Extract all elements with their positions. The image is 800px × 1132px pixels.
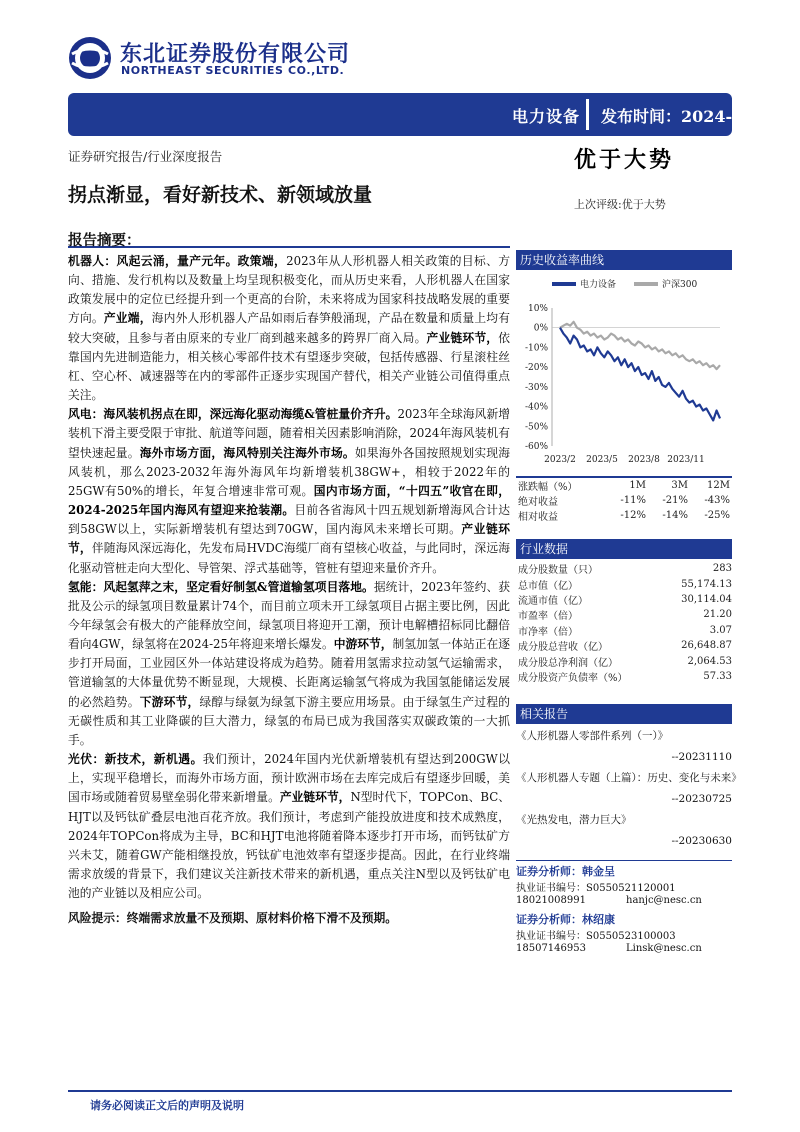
- stat-label: 市净率（倍）: [518, 626, 578, 638]
- stat-value: 283: [712, 563, 732, 575]
- x-tick-label: 2023/11: [667, 455, 705, 465]
- industry-data-header: 行业数据: [516, 539, 732, 559]
- hydrogen-text-1: 据统计，2023年签约、获批及公示的绿氢项目数量累计74个，而目前立项未开工绿氢项目占据主要比例，因此今年绿氢会有极大的产能释放空间，绿氢项目将迎开工潮，预计电解槽招标同比翻倍看向4GW，绿氢将在2024-25年将迎来增长爆发。: [68, 579, 511, 652]
- perf-header-cell: 3M: [671, 480, 688, 491]
- stat-value: 3.07: [709, 624, 732, 636]
- summary-section: [68, 229, 510, 928]
- stat-label: 成分股总净利润（亿）: [518, 657, 618, 669]
- robotics-text-1: 2023年从人形机器人相关政策的目标、方向、措施、发行机构以及数量上均呈现积极变化，而从历史来看，人形机器人在国家政策发展中的定位已经提升到一个更高的台阶，未来将成为国家科技战略发展的重要方向。: [68, 254, 511, 326]
- related-report-date: --20231110: [671, 751, 732, 764]
- stat-label: 市盈率（倍）: [518, 611, 578, 623]
- stat-value: 55,174.13: [681, 578, 732, 590]
- legend-label: 沪深300: [662, 280, 698, 290]
- y-tick-label: -20%: [524, 363, 548, 374]
- table-row: [516, 592, 732, 607]
- related-report-title[interactable]: 《光热发电，潜力巨大》: [516, 814, 632, 827]
- stat-value: 26,648.87: [681, 640, 732, 652]
- wind-text-3: 目前各省海风十四五规划新增海风合计达到58GW以上，实际新增装机有望达到70GW，国内海风未来增长可期。: [68, 503, 510, 537]
- robotics-text-3: 依靠国内先进制造能力，相关核心零部件技术有望逐步突破，包括传感器、行星滚柱丝杠、空心杯、减速器等在内的零部件正逐步实现国产替代，相关产业链公司值得重点关注。: [68, 330, 511, 403]
- footer-disclaimer: 请务必阅读正文后的声明及说明: [90, 1099, 244, 1112]
- company-logo: [68, 36, 368, 82]
- table-row: [516, 653, 732, 668]
- perf-cell: -12%: [620, 510, 647, 521]
- paragraph-hydrogen: [68, 578, 510, 750]
- sidebar: [516, 250, 742, 959]
- publish-date: 发布时间：2024-02-09: [601, 107, 784, 126]
- pv-heading: 光伏：新技术，新机遇。: [68, 752, 203, 767]
- table-row: [516, 638, 732, 653]
- perf-header-cell: 12M: [707, 480, 730, 491]
- footer-divider: [68, 1090, 732, 1092]
- company-name-cn: 东北证券股份有限公司: [120, 42, 351, 67]
- return-chart-svg: [516, 270, 732, 470]
- pv-heading-2: 产业链环节，: [279, 790, 351, 805]
- banner-divider: [586, 99, 589, 130]
- analyst-cert: 执业证书编号：S0550521120001: [516, 883, 676, 895]
- hydrogen-heading-3: 下游环节，: [139, 694, 200, 709]
- perf-cell: 相对收益: [518, 512, 558, 523]
- analyst-phone: 18021008991: [516, 895, 586, 907]
- stat-label: 成分股数量（只）: [518, 565, 598, 577]
- company-logo-icon: [68, 36, 112, 80]
- document-type: 证券研究报告/行业深度报告: [68, 149, 223, 164]
- performance-header-row: [516, 477, 732, 493]
- analyst-name: 证券分析师：韩金呈: [516, 865, 615, 879]
- related-report-title[interactable]: 《人形机器人零部件系列（一）》: [516, 730, 669, 743]
- related-report-date: --20230630: [671, 835, 732, 848]
- stat-label: 总市值（亿）: [518, 580, 578, 592]
- hydrogen-text-3: 绿醇与绿氨为绿氢下游主要应用场景。由于绿氢生产过程的无碳性质和其工业降碳的巨大潜力，绿氢的布局已成为我国落实双碳政策的一大抓手。: [68, 694, 511, 747]
- hydrogen-heading-2: 中游环节，: [333, 637, 393, 652]
- risk-warning: 风险提示：终端需求放量不及预期、原材料价格下滑不及预期。: [68, 911, 397, 926]
- related-reports-header: 相关报告: [516, 704, 732, 724]
- perf-cell: -11%: [620, 495, 647, 506]
- wind-heading-4: 产业链环节，: [68, 522, 510, 556]
- paragraph-wind: [68, 405, 510, 577]
- industry-data-section: [516, 539, 732, 684]
- wind-heading-2: 海外市场方面，海风特别关注海外市场。: [139, 445, 355, 460]
- chart-section-header: 历史收益率曲线: [516, 250, 732, 270]
- wind-text-1: 2023年全球海风新增装机下滑主要受限于审批、航道等问题，随着相关因素影响消除，2024年海风装机有望快速起量。: [68, 407, 511, 460]
- related-report-item[interactable]: [516, 770, 742, 808]
- y-tick-label: 10%: [527, 304, 548, 314]
- analyst-contact: [516, 943, 732, 959]
- wind-heading-3: 国内市场方面，“十四五”收官在即，2024-2025年国内海风有望迎来抢装潮。: [68, 483, 510, 518]
- paragraph-robotics: [68, 252, 510, 405]
- robotics-heading-2: 产业端，: [103, 311, 152, 326]
- stat-value: 30,114.04: [681, 593, 732, 605]
- summary-body: [68, 252, 510, 903]
- return-chart: [516, 270, 732, 470]
- robotics-heading: 机器人：风起云涌，量产元年。政策端，: [68, 254, 287, 268]
- analyst-email[interactable]: Linsk@nesc.cn: [626, 943, 702, 955]
- performance-row: [516, 508, 732, 523]
- legend-label: 电力设备: [580, 280, 617, 290]
- perf-cell: -25%: [704, 510, 730, 521]
- wind-text-2: 如果海外各国按照规划实现海风装机，那么2023-2032年海外海风年均新增装机38GW+，相较于2022年的25GW有50%的增长，年复合增速非常可观。: [68, 445, 511, 498]
- report-title: 拐点渐显，看好新技术、新领域放量: [68, 184, 373, 206]
- industry-data-table: [516, 561, 732, 684]
- y-tick-label: -60%: [524, 442, 548, 452]
- perf-cell: -21%: [662, 495, 688, 506]
- stat-label: 流通市值（亿）: [518, 595, 588, 607]
- stat-label: 成分股总营收（亿）: [518, 642, 608, 654]
- hydrogen-heading: 氢能：风起氢萍之末，坚定看好制氢&管道输氢项目落地。: [68, 579, 374, 594]
- paragraph-pv: [68, 750, 510, 903]
- analyst-email[interactable]: hanjc@nesc.cn: [626, 895, 702, 907]
- wind-text-4: 伴随海风深远海化，先发布局HVDC海缆厂商有望核心收益，与此同时，深远海化驱动管桩走向大型化、导管架、浮式基础等，管桩有望迎来量价齐升。: [68, 541, 511, 575]
- perf-cell: -14%: [662, 510, 688, 521]
- table-row: [516, 561, 732, 576]
- performance-row: [516, 493, 732, 508]
- previous-rating: 上次评级:优于大势: [574, 198, 666, 211]
- stat-value: 57.33: [703, 670, 732, 682]
- perf-cell: -43%: [704, 495, 730, 506]
- y-tick-label: -50%: [524, 422, 548, 433]
- table-row: [516, 607, 732, 622]
- related-report-item[interactable]: [516, 728, 732, 766]
- analyst-cert: 执业证书编号：S0550523100003: [516, 931, 676, 943]
- header-banner: [68, 93, 784, 136]
- analyst-contact: [516, 895, 732, 911]
- summary-label: 报告摘要：: [68, 229, 510, 248]
- rating: 优于大势: [574, 147, 675, 173]
- robotics-heading-3: 产业链环节，: [426, 330, 499, 345]
- table-row: [516, 623, 732, 638]
- stat-value: 2,064.53: [687, 655, 732, 667]
- x-tick-label: 2023/5: [586, 455, 618, 465]
- related-report-title[interactable]: 《人形机器人专题（上篇）：历史、变化与未来》: [516, 772, 742, 785]
- analyst-phone: 18507146953: [516, 943, 586, 955]
- analyst-block: [516, 860, 732, 959]
- sector-label: 电力设备: [512, 107, 581, 126]
- robotics-text-2: 海内外人形机器人产品如雨后春笋般涌现，产品在数量和质量上均有较大突破，且参与者由原来的专业厂商到越来越多的跨界厂商入局。: [68, 311, 511, 345]
- stat-label: 成分股资产负债率（%）: [518, 672, 628, 684]
- wind-heading: 风电：海风装机拐点在即，深远海化驱动海缆&管桩量价齐升。: [68, 407, 398, 422]
- perf-header-cell: 涨跌幅（%）: [518, 482, 578, 493]
- y-tick-label: 0%: [533, 323, 548, 334]
- related-report-date: --20230725: [671, 793, 732, 806]
- x-tick-label: 2023/8: [628, 455, 660, 465]
- performance-table: [516, 476, 732, 523]
- y-tick-label: -40%: [524, 402, 548, 413]
- table-row: [516, 669, 732, 684]
- table-row: [516, 576, 732, 591]
- analyst-name: 证券分析师：林绍康: [516, 913, 615, 927]
- y-tick-label: -30%: [524, 382, 548, 393]
- pv-text-2: N型时代下，TOPCon、BC、HJT以及钙钛矿叠层电池百花齐放。我们预计，考虑到产能投放进度和技术成熟度，2024年TOPCon将成为主导，BC和HJT电池将随着降本逐步打开市场，而钙钛矿方兴未艾，随着GW产能相继投放，钙钛矿电池效率有望逐步提高。因此，在行业终端需求放缓的背景下，我们建议关注新技术带来的新机遇，重点关注N型以及钙钛矿电池的产业链以及相应公司。: [68, 790, 511, 901]
- hydrogen-text-2: 制氢加氢一体站正在逐步打开局面，工业园区外一体站建设将成为趋势。随着用氢需求拉动氢气运输需求，管道输氢的大体量优势不断显现，大规模、长距离运输氢气将成为我国氢能储运发展的必然趋势。: [68, 637, 511, 709]
- perf-header-cell: 1M: [629, 480, 647, 491]
- stat-value: 21.20: [703, 609, 732, 621]
- x-tick-label: 2023/2: [544, 455, 576, 465]
- pv-text-1: 我们预计，2024年国内光伏新增装机有望达到200GW以上，实现平稳增长，而海外市场方面，预计欧洲市场在去库完成后有望逐步回暖，美国市场或随着贸易壁垒弱化带来新增量。: [68, 752, 511, 805]
- y-tick-label: -10%: [524, 343, 548, 354]
- perf-cell: 绝对收益: [518, 497, 558, 508]
- related-reports-section: [516, 704, 742, 850]
- company-name-en: NORTHEAST SECURITIES CO.,LTD.: [121, 64, 345, 77]
- related-report-item[interactable]: [516, 812, 732, 850]
